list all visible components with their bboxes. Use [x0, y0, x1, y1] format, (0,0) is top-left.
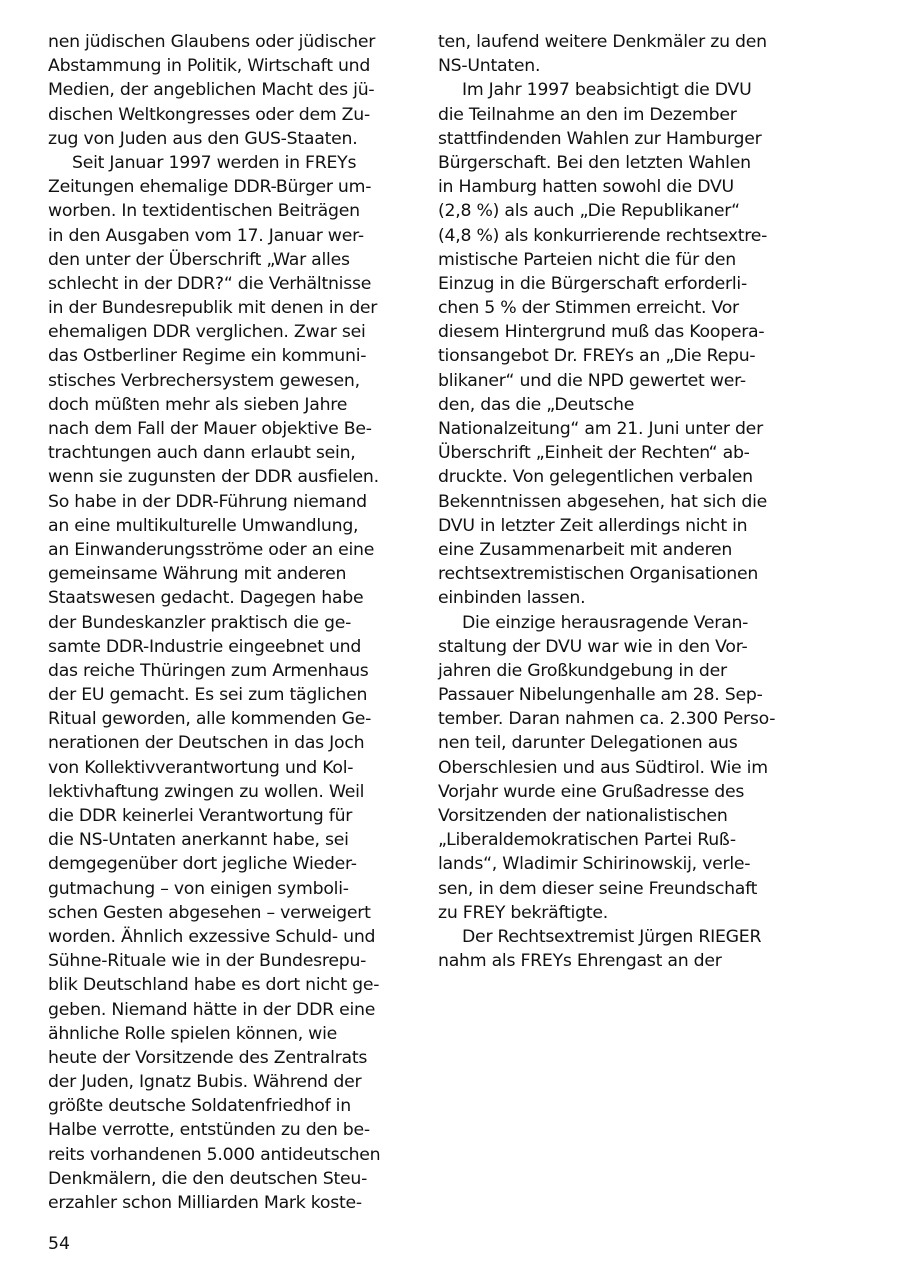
text-line: NS-Untaten. — [438, 56, 541, 77]
text-line: der Bundeskanzler praktisch die ge- — [48, 612, 352, 633]
text-line: schlecht in der DDR?“ die Verhältnisse — [48, 273, 372, 294]
text-line: Bürgerschaft. Bei den letzten Wahlen — [438, 152, 751, 173]
text-line: der Juden, Ignatz Bubis. Während der — [48, 1072, 362, 1093]
text-line: die NS-Untaten anerkannt habe, sei — [48, 830, 349, 851]
text-line: tember. Daran nahmen ca. 2.300 Perso- — [438, 709, 776, 730]
text-line: Denkmälern, die den deutschen Steu- — [48, 1168, 368, 1189]
text-line: (4,8 %) als konkurrierende rechtsextre- — [438, 225, 768, 246]
text-line: Bekenntnissen abgesehen, hat sich die — [438, 491, 768, 512]
text-line: die DDR keinerlei Verantwortung für — [48, 806, 353, 826]
text-line: druckte. Von gelegentlichen verbalen — [438, 467, 753, 488]
text-line: in der Bundesrepublik mit denen in der — [48, 298, 378, 319]
text-line: an Einwanderungsströme oder an eine — [48, 539, 375, 560]
text-line: Abstammung in Politik, Wirtschaft und — [48, 56, 371, 77]
text-line: heute der Vorsitzende des Zentralrats — [48, 1047, 368, 1068]
text-line: zu FREY bekräftigte. — [438, 902, 608, 923]
text-line: blikaner“ und die NPD gewertet wer- — [438, 370, 746, 391]
text-line: eine Zusammenarbeit mit anderen — [438, 539, 733, 560]
text-line: Oberschlesien und aus Südtirol. Wie im — [438, 757, 768, 778]
text-line: samte DDR-Industrie eingeebnet und — [48, 636, 362, 657]
text-line: den unter der Überschrift „War alles — [48, 249, 350, 270]
text-line: gemeinsame Währung mit anderen — [48, 564, 347, 585]
text-line: worben. In textidentischen Beiträgen — [48, 201, 360, 222]
text-line: Vorsitzenden der nationalistischen — [438, 806, 728, 826]
text-line: jahren die Großkundgebung in der — [438, 660, 727, 681]
text-line: nen jüdischen Glaubens oder jüdischer — [48, 32, 376, 52]
paragraph-start-line: Die einzige herausragende Veran- — [462, 612, 749, 633]
text-line: rechtsextremistischen Organisationen — [438, 564, 759, 585]
text-line: nach dem Fall der Mauer objektive Be- — [48, 419, 372, 439]
text-column-right — [438, 30, 790, 973]
text-line: Nationalzeitung“ am 21. Juni unter der — [438, 419, 763, 439]
text-line: ehemaligen DDR verglichen. Zwar sei — [48, 322, 366, 343]
text-line: nahm als FREYs Ehrengast an der — [438, 951, 722, 972]
text-line: von Kollektivverantwortung und Kol- — [48, 757, 354, 778]
text-line: wenn sie zugunsten der DDR ausfielen. — [48, 467, 379, 488]
text-line: lands“, Wladimir Schirinowskij, verle- — [438, 854, 751, 875]
text-line: chen 5 % der Stimmen erreicht. Vor — [438, 298, 739, 319]
text-line: schen Gesten abgesehen – verweigert — [48, 902, 371, 923]
page-number: 54 — [48, 1234, 70, 1254]
text-line: einbinden lassen. — [438, 588, 586, 609]
text-line: erzahler schon Milliarden Mark koste- — [48, 1193, 362, 1213]
text-line: das reiche Thüringen zum Armenhaus — [48, 660, 369, 681]
text-line: gutmachung – von einigen symboli- — [48, 878, 349, 899]
text-line: tionsangebot Dr. FREYs an „Die Repu- — [438, 346, 756, 367]
paragraph-start-line: Im Jahr 1997 beabsichtigt die DVU — [462, 80, 752, 101]
text-line: den, das die „Deutsche — [438, 394, 635, 415]
text-line: Überschrift „Einheit der Rechten“ ab- — [438, 443, 750, 464]
text-line: diesem Hintergrund muß das Koopera- — [438, 322, 765, 343]
text-line: in Hamburg hatten sowohl die DVU — [438, 177, 734, 198]
text-line: die Teilnahme an den im Dezember — [438, 104, 737, 125]
text-line: größte deutsche Soldatenfriedhof in — [48, 1096, 351, 1117]
text-line: lektivhaftung zwingen zu wollen. Weil — [48, 781, 365, 802]
text-line: Passauer Nibelungenhalle am 28. Sep- — [438, 685, 763, 706]
text-line: Ritual geworden, alle kommenden Ge- — [48, 709, 372, 730]
text-line: das Ostberliner Regime ein kommuni- — [48, 346, 367, 367]
text-line: worden. Ähnlich exzessive Schuld- und — [48, 926, 376, 947]
text-line: Halbe verrotte, entstünden zu den be- — [48, 1120, 370, 1141]
text-line: in den Ausgaben vom 17. Januar wer- — [48, 225, 364, 246]
text-line: nen teil, darunter Delegationen aus — [438, 733, 738, 754]
text-line: doch müßten mehr als sieben Jahre — [48, 394, 348, 415]
text-line: reits vorhandenen 5.000 antideutschen — [48, 1144, 381, 1165]
text-line: blik Deutschland habe es dort nicht ge- — [48, 975, 380, 996]
text-line: (2,8 %) als auch „Die Republikaner“ — [438, 201, 740, 222]
text-line: zug von Juden aus den GUS-Staaten. — [48, 128, 358, 149]
text-line: So habe in der DDR-Führung niemand — [48, 491, 367, 512]
text-line: geben. Niemand hätte in der DDR eine — [48, 999, 376, 1020]
text-line: Zeitungen ehemalige DDR-Bürger um- — [48, 177, 372, 198]
text-line: DVU in letzter Zeit allerdings nicht in — [438, 515, 748, 536]
text-line: an eine multikulturelle Umwandlung, — [48, 515, 359, 536]
text-line: stattfindenden Wahlen zur Hamburger — [438, 128, 762, 149]
text-column-left — [48, 30, 400, 1215]
text-line: ähnliche Rolle spielen können, wie — [48, 1023, 338, 1044]
paragraph-start-line: Seit Januar 1997 werden in FREYs — [72, 152, 357, 173]
text-line: staltung der DVU war wie in den Vor- — [438, 636, 748, 657]
text-line: trachtungen auch dann erlaubt sein, — [48, 443, 356, 464]
text-line: Medien, der angeblichen Macht des jü- — [48, 80, 375, 101]
text-line: mistische Parteien nicht die für den — [438, 249, 736, 270]
text-line: „Liberaldemokratischen Partei Ruß- — [438, 830, 736, 851]
text-line: sen, in dem dieser seine Freundschaft — [438, 878, 758, 899]
text-line: dischen Weltkongresses oder dem Zu- — [48, 104, 370, 125]
paragraph-start-line: Der Rechtsextremist Jürgen RIEGER — [462, 926, 762, 947]
text-line: demgegenüber dort jegliche Wieder- — [48, 854, 357, 875]
text-line: stisches Verbrechersystem gewesen, — [48, 370, 360, 391]
text-line: Staatswesen gedacht. Dagegen habe — [48, 588, 364, 609]
text-line: ten, laufend weitere Denkmäler zu den — [438, 32, 767, 52]
text-line: der EU gemacht. Es sei zum täglichen — [48, 685, 368, 706]
text-line: nerationen der Deutschen in das Joch — [48, 733, 365, 754]
text-line: Einzug in die Bürgerschaft erforderli- — [438, 273, 747, 294]
text-line: Sühne-Rituale wie in der Bundesrepu- — [48, 951, 367, 972]
text-line: Vorjahr wurde eine Grußadresse des — [438, 781, 745, 802]
